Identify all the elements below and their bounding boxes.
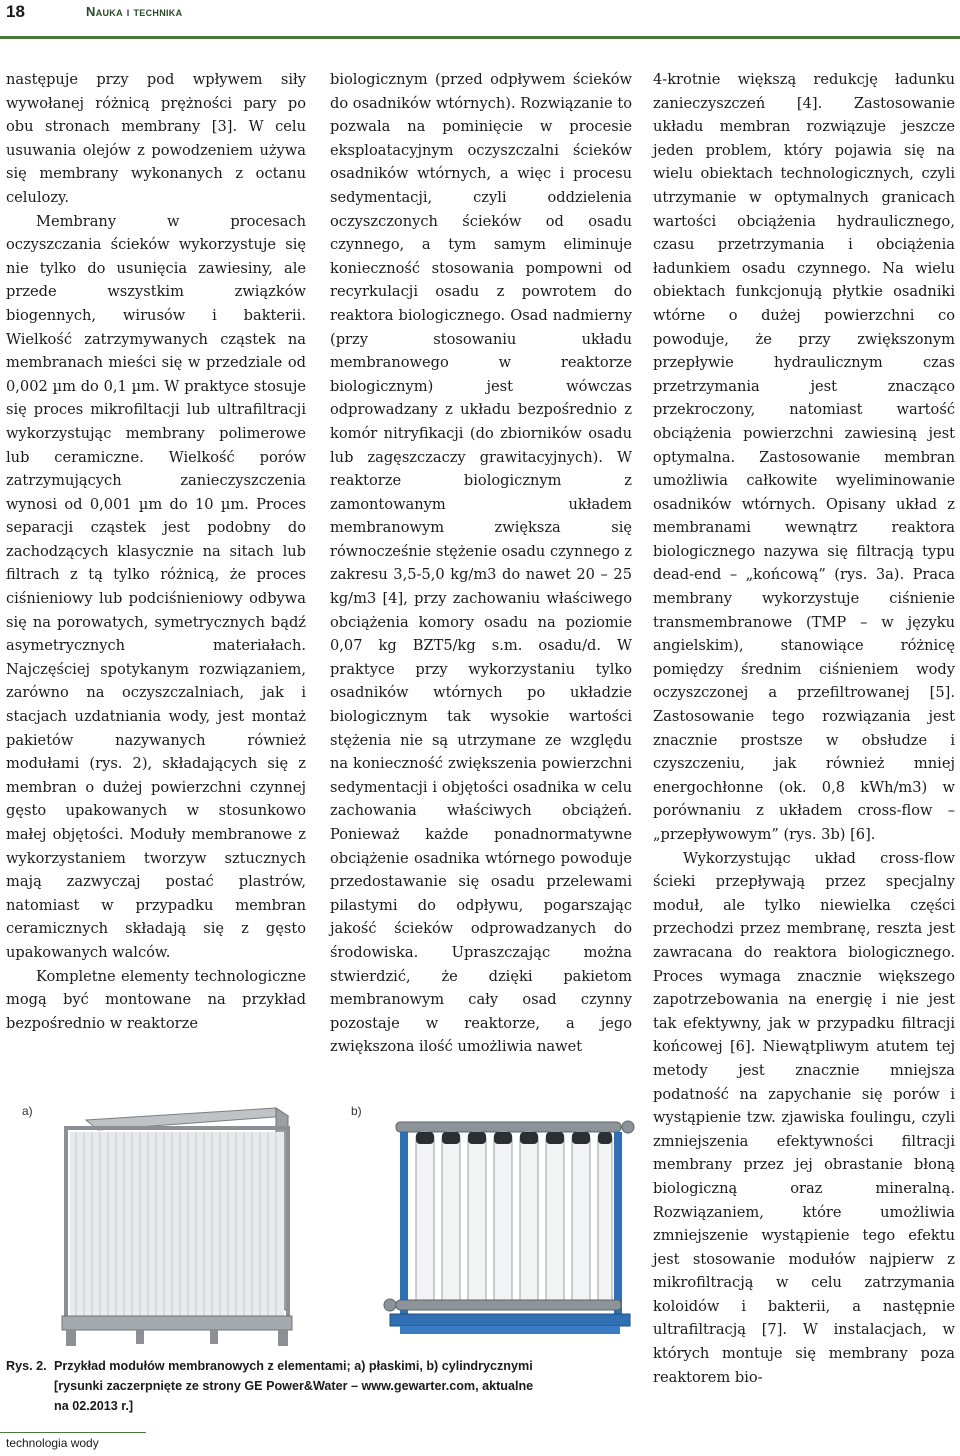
caption-line-3: na 02.2013 r.] xyxy=(54,1399,134,1413)
caption-line-1 xyxy=(6,1356,636,1376)
membrane-cylinders xyxy=(416,1132,612,1310)
figure-rys-2 xyxy=(6,1090,632,1352)
caption-text-1: Przykład modułów membranowych z elementami; a) płaskimi, b) cylindrycznymi xyxy=(54,1359,533,1373)
page-header xyxy=(0,0,960,40)
paragraph: Kompletne elementy technologiczne mogą być montowane na przykład bezpośrednio w reaktorze xyxy=(6,967,306,1032)
page-number: 18 xyxy=(6,2,25,21)
running-head: Nauka i technika xyxy=(86,4,183,19)
paragraph: biologicznym (przed odpływem ścieków do osadników wtórnych). Rozwiązanie to pozwala na pominięcie w procesie eksploatacyjnym oczyszczalni ścieków osadników wtórnych, a więc i procesu sedymentacji, czyli oddzielenia oczyszczonych ścieków od osadu czynnego, a tym samym eliminuje konieczność stosowania pompowni od recyrkulacji osadu z powrotem do reaktora biologicznego. Osad nadmierny (przy stosowaniu układu membranowego w reaktorze biologicznym) jest wówczas odprowadzany z układu bezpośrednio z komór nitryfikacji (do zbiorników osadu lub zagęszczaczy grawitacyjnych). W reaktorze biologicznym z zamontowanym układem membranowym zwiększa się równocześnie stężenie osadu czynnego z zakresu 3,5-5,0 kg/m3 do nawet 20 – 25 kg/m3 [4], przy zachowaniu właściwego obciążenia komory osadu na poziomie 0,07 kg BZT5/kg s.m. osadu/d. W praktyce przy wykorzystaniu tylko osadników wtórnych po układzie biologicznym tak wysokie wartości stężenia nie są utrzymane ze względu na konieczność zwiększenia powierzchni sedymentacji i objętości osadnika w celu zachowania właściwych obciążeń. Ponieważ każde ponadnormatywne obciążenie osadnika wtórnego powoduje przedostawanie się osadu przelewami pilastymi do odpływu, pogarszając jakość ścieków odprowadzanych do środowiska. Upraszczając można stwierdzić, że dzięki pakietom membranowym cały osad czynny pozostaje w reaktorze, a jego zwiększona ilość umożliwia nawet xyxy=(330,71,632,1056)
header-rule xyxy=(0,36,960,39)
figure-caption xyxy=(6,1356,636,1416)
footer-text: technologia wody xyxy=(6,1436,99,1450)
text-column-2 xyxy=(330,68,632,1059)
paragraph: 4-krotnie większą redukcję ładunku zanieczyszczeń [4]. Zastosowanie układu membran rozwiązuje jeszcze jeden problem, który pojawia się na wielu obiektach technologicznych, czyli utrzymanie w optymalnych granicach wartości obciążenia hydraulicznego, czasu przetrzymania i obciążenia ładunkiem osadu czynnego. Na wielu obiektach funkcjonują płytkie osadniki wtórne o dużej powierzchni co powoduje, że przy zwiększonym przepływie hydraulicznym czas przetrzymania jest znacząco przekroczony, natomiast wartość obciążenia powierzchni zawiesiną jest optymalna. Zastosowanie membran umożliwia całkowite wyeliminowanie osadników wtórnych. Opisany układ z membranami wewnątrz reaktora biologicznego nazywa się filtracją typu dead-end – „końcową” (rys. 3a). Praca membrany wykorzystuje ciśnienie transmembranowe (TMP – w języku angielskim), stanowiące różnicę pomiędzy średnim ciśnieniem wody oczyszczonej a przefiltrowanej [5]. Zastosowanie tego rozwiązania jest znacznie prostsze w obsłudze i czyszczeniu, jak również mniej energochłonne (ok. 0,8 kWh/m3) w porównaniu z układem cross-flow – „przepływowym” (rys. 3b) [6]. xyxy=(653,71,955,843)
figure-label-a: a) xyxy=(22,1104,33,1118)
text-column-1 xyxy=(6,68,306,1035)
paragraph: Membrany w procesach oczyszczania ścieków wykorzystuje się nie tylko do usunięcia zawiesiny, ale przede wszystkim związków biogennych, wirusów i bakterii. Wielkość zatrzymywanych cząstek na membranach mieści się w przedziale od 0,002 µm do 0,1 µm. W praktyce stosuje się proces mikrofiltacji lub ultrafiltracji wykorzystując membrany polimerowe lub ceramiczne. Wielkość porów zatrzymujących zanieczyszczenia wynosi od 0,001 µm do 10 µm. Proces separacji cząstek jest podobny do zachodzących klasycznie na sitach lub filtrach z tą tylko różnicą, że proces ciśnieniowy lub podciśnieniowy odbywa się na porowatych, symetrycznych bądź asymetrycznych materiałach. Najczęściej spotykanym rozwiązaniem, zarówno na oczyszczalniach, jak i stacjach uzdatniania wody, jest montaż pakietów nazywanych również modułami (rys. 2), składających się z membran o dużej powierzchni czynnej gęsto upakowanych w stosunkowo małej objętości. Moduły membranowe z wykorzystaniem tworzyw sztucznych mają zazwyczaj postać plastrów, natomiast w przypadku membran ceramicznych składają się z gęsto upakowanych walców. xyxy=(6,212,306,961)
figure-label-b: b) xyxy=(351,1104,362,1118)
paragraph: Wykorzystując układ cross-flow ścieki przepływają przez specjalny moduł, ale tylko niewielka części przechodzi przez membranę, reszta jest zawracana do reaktora biologicznego. Proces wymaga znacznie większego zapotrzebowania na energię i nie jest tak efektywny, jak w przypadku filtracji końcowej [6]. Niewątpliwym atutem tej metody jest znacznie mniejsza podatność na zapychanie się porów i wystąpienie tzw. zjawiska foulingu, czyli zmniejszenia efektywności filtracji membrany przez jej obrastanie błoną biologiczną oraz mineralną. Rozwiązaniem, które umożliwia zmniejszenie wystąpienie tego efektu jest stosowanie modułów najpierw z mikrofiltracją w celu zatrzymania koloidów i bakterii, a następnie ultrafiltracją [7]. W instalacjach, w których montuje się membrany poza reaktorem bio- xyxy=(653,849,955,1386)
footer-rule xyxy=(0,1432,146,1433)
caption-label: Rys. 2. xyxy=(6,1359,47,1373)
text-column-3 xyxy=(653,68,955,1389)
cylindrical-membrane-module-illustration xyxy=(376,1102,646,1352)
paragraph: następuje przy pod wpływem siły wywołanej różnicą prężności pary po obu stronach membrany [3]. W celu usuwania olejów z powodzeniem używa się membrany wykonanych z octanu celulozy. xyxy=(6,71,306,206)
caption-line-2: [rysunki zaczerpnięte ze strony GE Power&Water – www.gewarter.com, aktualne xyxy=(54,1379,534,1393)
membrane-sheets xyxy=(70,1132,284,1316)
flat-membrane-module-illustration xyxy=(26,1102,306,1352)
